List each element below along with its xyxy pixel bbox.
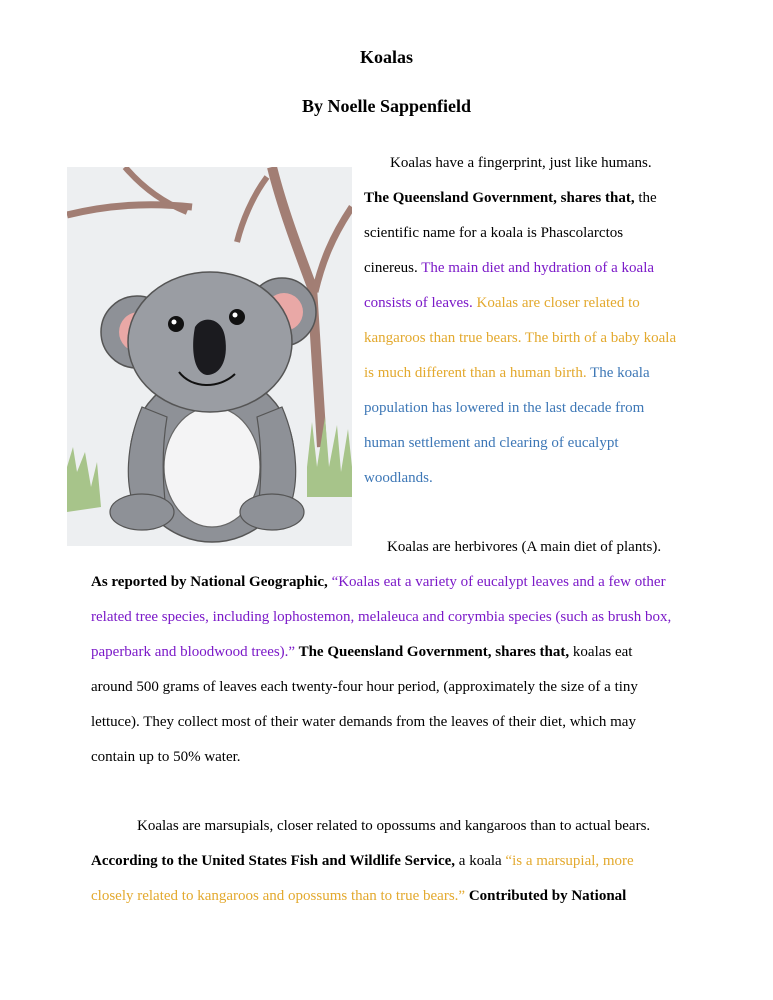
document-title: Koalas [359, 47, 413, 67]
p2-line-7: contain up to 50% water. [91, 749, 241, 765]
p1-line-7-b: The koala [586, 365, 650, 381]
p1-line-4 [364, 260, 654, 277]
p3-line-2 [91, 853, 634, 870]
p1-line-4-a: cinereus. [364, 260, 422, 276]
p1-line-2-rest: the [634, 190, 657, 206]
p1-line-5-a: consists of leaves. [364, 295, 473, 311]
p1-line-7 [364, 365, 650, 382]
p2-citation-national-geographic: As reported by National Geographic, [91, 574, 328, 590]
p1-line-10: woodlands. [364, 470, 433, 486]
p1-line-5-b: Koalas are closer related to [472, 295, 640, 311]
p3-citation-national: Contributed by National [465, 888, 627, 904]
p3-line-3 [91, 888, 626, 905]
p3-quote-a: “is a marsupial, more [505, 853, 634, 869]
p1-line-7-a: is much different than a human birth. [364, 365, 587, 381]
p3-quote-b: closely related to kangaroos and opossums than to true bears.” [91, 888, 466, 904]
p1-line-1: Koalas have a fingerprint, just like humans. [390, 155, 652, 171]
p2-line-5: around 500 grams of leaves each twenty-four hour period, (approximately the size of a tiny [91, 679, 638, 695]
p2-line-6: lettuce). They collect most of their water demands from the leaves of their diet, which may [91, 714, 636, 730]
p1-line-4-b: The main diet and hydration of a koala [421, 260, 655, 276]
p1-line-3: scientific name for a koala is Phascolarctos [364, 225, 624, 241]
document-byline: By Noelle Sappenfield [301, 96, 471, 116]
p2-line-4 [91, 644, 632, 661]
p2-quote-a: “Koalas eat a variety of eucalypt leaves and a few other [327, 574, 666, 590]
p1-line-6: kangaroos than true bears. The birth of a baby koala [364, 330, 677, 346]
p1-citation-queensland: The Queensland Government, shares that, [364, 190, 635, 206]
p3-line-1: Koalas are marsupials, closer related to opossums and kangaroos than to actual bears. [137, 818, 651, 834]
koala-drawing-image [67, 167, 352, 546]
p2-line-1: Koalas are herbivores (A main diet of plants). [387, 539, 662, 555]
koala-drawing-illustration [67, 167, 352, 546]
p1-line-5 [364, 295, 640, 312]
p2-line-4-rest: koalas eat [569, 644, 633, 660]
p2-line-2 [91, 574, 666, 591]
p3-citation-usfws: According to the United States Fish and Wildlife Service, [91, 853, 456, 869]
p2-citation-queensland: The Queensland Government, shares that, [295, 644, 570, 660]
p1-line-8: population has lowered in the last decade from [364, 400, 645, 416]
p3-line-2-rest: a koala [455, 853, 506, 869]
p2-line-3: related tree species, including lophostemon, melaleuca and corymbia species (such as brush box, [91, 609, 672, 625]
p1-line-2 [364, 190, 657, 207]
p1-line-9: human settlement and clearing of eucalypt [364, 435, 619, 451]
p2-quote-b: paperbark and bloodwood trees).” [91, 644, 296, 660]
